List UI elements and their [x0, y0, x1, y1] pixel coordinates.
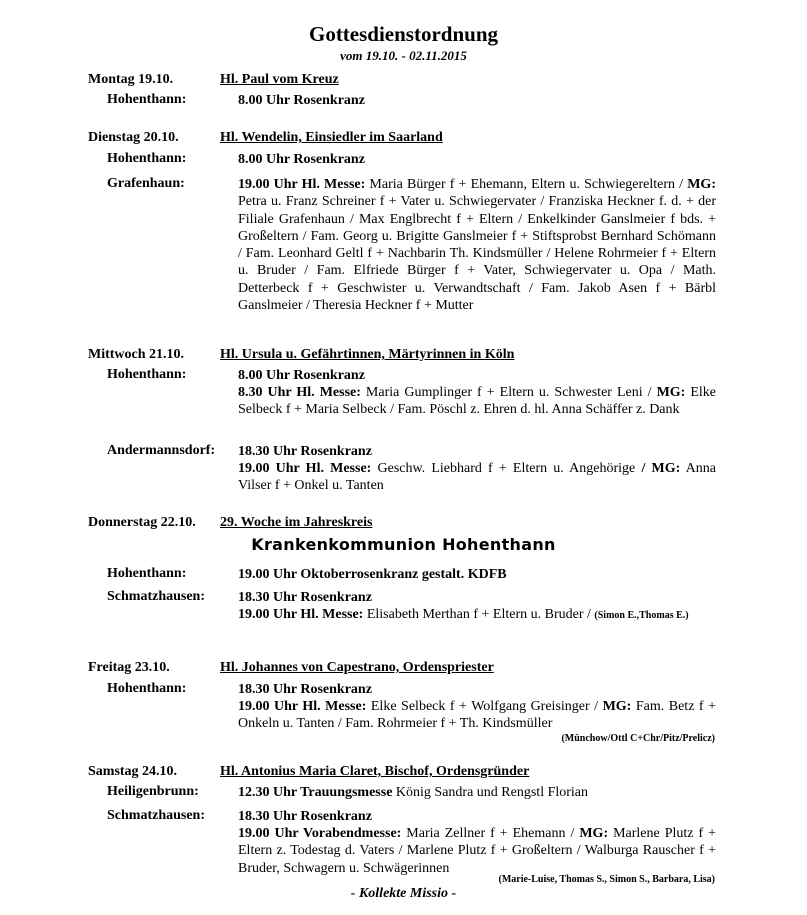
place-label: Hohenthann: — [107, 151, 187, 166]
page-title: Gottesdienstordnung — [308, 22, 499, 46]
service-entry: 19.00 Uhr Hl. Messe: Maria Bürger f + Ehemann, Eltern u. Schwiegereltern / MG: Petra u. Franz Schreiner f + Vater u. Schwiegervater / Franziska Heckner f. d. + der Filiale Grafenhaun / Max Englbrecht f + Eltern / Enkelkinder Ganslmeier f bds. + Großeltern / Fam. Georg u. Brigitte Ganslmeier f + Stiftsprobst Bernhard Schömann / Fam. Leonhard Geltl f + Nachbarin Th. Kindsmüller / Helene Rohrmeier f + Eltern u. Bruder / Fam. Elfriede Bürger f + Vater, Schwiegervater u. Opa / Math. Detterbeck f + Geschwister u. Verwandtschaft / Fam. Jakob Asen f + Bärbl Ganslmeier / Theresia Heckner f + Mutter — [238, 177, 716, 314]
place-label: Hohenthann: — [107, 367, 187, 382]
ministrant-credit: (Simon E.,Thomas E.) — [594, 610, 689, 621]
day-saint: Hl. Johannes von Capestrano, Ordenspriester — [220, 660, 494, 675]
ministrant-credit: (Marie-Luise, Thomas S., Simon S., Barbara, Lisa) — [498, 874, 715, 885]
day-header-monday — [88, 72, 339, 88]
service-entry: 18.30 Uhr Rosenkranz — [238, 590, 372, 605]
day-date: Dienstag 20.10. — [88, 130, 179, 145]
place-label: Heiligenbrunn: — [107, 784, 199, 799]
day-header-wednesday — [88, 347, 514, 363]
day-date: Samstag 24.10. — [88, 764, 178, 779]
day-header-tuesday — [88, 130, 443, 146]
place-label: Hohenthann: — [107, 681, 187, 696]
day-saint: Hl. Antonius Maria Claret, Bischof, Ordensgründer — [220, 764, 530, 779]
date-range: vom 19.10. - 02.11.2015 — [340, 48, 467, 63]
service-entry: 19.00 Uhr Hl. Messe: Elisabeth Merthan f + Eltern u. Bruder / (Simon E.,Thomas E.) — [238, 607, 689, 622]
day-saint: Hl. Ursula u. Gefährtinnen, Märtyrinnen in Köln — [220, 347, 515, 362]
service-entry: 19.00 Uhr Hl. Messe: Elke Selbeck f + Wolfgang Greisinger / MG: Fam. Betz f + Onkeln u. Tanten / Fam. Rohrmeier f + Th. Kindsmüller — [238, 699, 716, 732]
service-entry: 8.00 Uhr Rosenkranz — [238, 93, 365, 108]
place-label: Schmatzhausen: — [107, 808, 206, 823]
day-date: Mittwoch 21.10. — [88, 347, 185, 362]
day-header-saturday — [88, 764, 529, 780]
service-entry: 19.00 Uhr Hl. Messe: Geschw. Liebhard f + Eltern u. Angehörige / MG: Anna Vilser f + Onkel u. Tanten — [238, 461, 716, 494]
day-date: Donnerstag 22.10. — [88, 515, 196, 530]
service-entry: 8.00 Uhr Rosenkranz — [238, 152, 365, 167]
banner-krankenkommunion: Krankenkommunion Hohenthann — [251, 535, 556, 554]
place-label: Hohenthann: — [107, 92, 187, 107]
service-entry: 19.00 Uhr Vorabendmesse: Maria Zellner f + Ehemann / MG: Marlene Plutz f + Eltern z. Todestag d. Vaters / Marlene Plutz f + Großeltern / Walburga Rauscher f + Bruder, Schwagern u. Schwägerinnen — [238, 826, 716, 876]
place-label: Andermannsdorf: — [107, 443, 216, 458]
day-saint: 29. Woche im Jahreskreis — [220, 515, 373, 530]
day-header-friday — [88, 660, 494, 676]
place-label: Hohenthann: — [107, 566, 187, 581]
service-entry: 18.30 Uhr Rosenkranz — [238, 682, 372, 697]
day-date: Freitag 23.10. — [88, 660, 170, 675]
ministrant-credit: (Münchow/Ottl C+Chr/Pitz/Prelicz) — [561, 733, 715, 744]
day-date: Montag 19.10. — [88, 72, 174, 87]
service-entry: 8.30 Uhr Hl. Messe: Maria Gumplinger f + Eltern u. Schwester Leni / MG: Elke Selbeck f + Maria Selbeck / Fam. Pöschl z. Ehren d. hl. Anna Schäffer z. Dank — [238, 385, 717, 418]
service-entry: 12.30 Uhr Trauungsmesse König Sandra und Rengstl Florian — [238, 785, 589, 800]
service-entry: 18.30 Uhr Rosenkranz — [238, 809, 372, 824]
day-saint: Hl. Paul vom Kreuz — [220, 72, 339, 87]
service-entry: 8.00 Uhr Rosenkranz — [238, 368, 365, 383]
place-label: Grafenhaun: — [107, 176, 185, 191]
service-entry: 18.30 Uhr Rosenkranz — [238, 444, 372, 459]
day-saint: Hl. Wendelin, Einsiedler im Saarland — [220, 130, 443, 145]
place-label: Schmatzhausen: — [107, 589, 206, 604]
collection-note: - Kollekte Missio - — [350, 886, 457, 901]
service-entry: 19.00 Uhr Oktoberrosenkranz gestalt. KDFB — [238, 567, 507, 582]
day-header-thursday — [88, 515, 372, 531]
